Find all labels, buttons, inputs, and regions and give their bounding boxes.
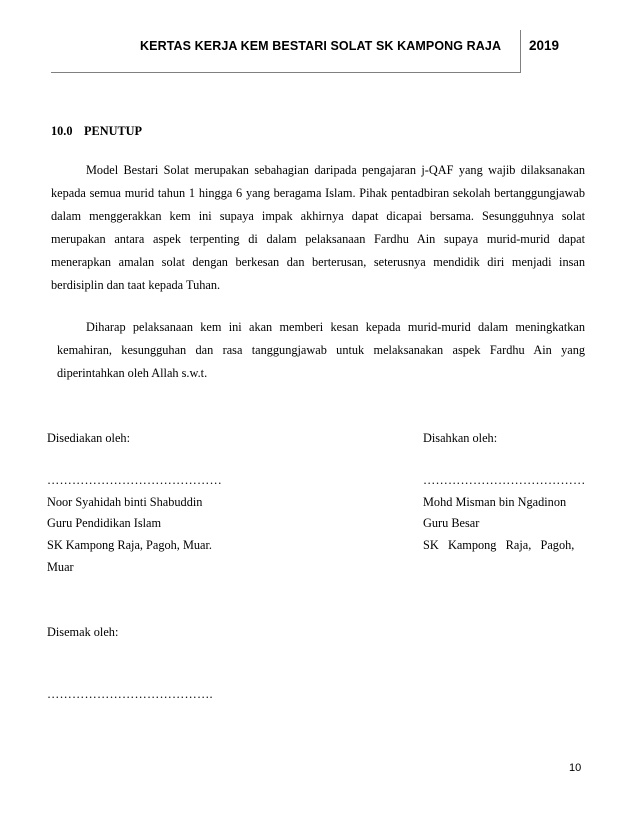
- header-divider-horizontal: [51, 72, 521, 73]
- closing-paragraph-1: Model Bestari Solat merupakan sebahagian daripada pengajaran j-QAF yang wajib dilaksanakan kepada semua murid tahun 1 hingga 6 yang beragama Islam. Pihak pentadbiran sekolah bertanggungjawab dalam menggerakkan kem ini supaya impak akhirnya dapat dicapai bersama. Sesungguhnya solat merupakan antara aspek terpenting di dalam pelaksanaan Fardhu Ain supaya murid-murid dapat menerapkan amalan solat dengan berkesan dan berterusan, seterusnya mendidik diri menjadi insan berdisiplin dan taat kepada Tuhan.: [51, 163, 585, 292]
- section-heading: [51, 124, 142, 139]
- header-year: 2019: [529, 38, 560, 53]
- prepared-by-position: Guru Pendidikan Islam: [47, 516, 162, 530]
- approved-by-address: SK Kampong Raja, Pagoh,: [423, 538, 575, 552]
- header-title: KERTAS KERJA KEM BESTARI SOLAT SK KAMPONG RAJA: [140, 39, 502, 53]
- prepared-by-label: Disediakan oleh:: [47, 431, 130, 445]
- prepared-by-address-line2: Muar: [47, 560, 74, 574]
- approved-by-name: Mohd Misman bin Ngadinon: [423, 495, 567, 509]
- page-number: 10: [569, 762, 582, 774]
- section-number: 10.0: [51, 124, 73, 138]
- prepared-by-address: SK Kampong Raja, Pagoh, Muar.: [47, 538, 212, 552]
- prepared-by-name: Noor Syahidah binti Shabuddin: [47, 495, 203, 509]
- approved-by-label: Disahkan oleh:: [423, 431, 498, 445]
- approved-by-position: Guru Besar: [423, 516, 480, 530]
- closing-paragraph-2: Diharap pelaksanaan kem ini akan memberi kesan kepada murid-murid dalam meningkatkan kemahiran, kesungguhan dan rasa tanggungjawab untuk melaksanakan aspek Fardhu Ain yang diperintahkan oleh Allah s.w.t.: [57, 320, 585, 380]
- approved-by-signature-line: …………………………………: [423, 473, 586, 487]
- reviewed-by-signature-line: ………………………………….: [47, 687, 213, 701]
- reviewed-by-label: Disemak oleh:: [47, 625, 119, 639]
- section-title: PENUTUP: [84, 124, 143, 138]
- prepared-by-signature-line: ……………………………………: [47, 473, 222, 487]
- header-divider-vertical: [520, 30, 521, 73]
